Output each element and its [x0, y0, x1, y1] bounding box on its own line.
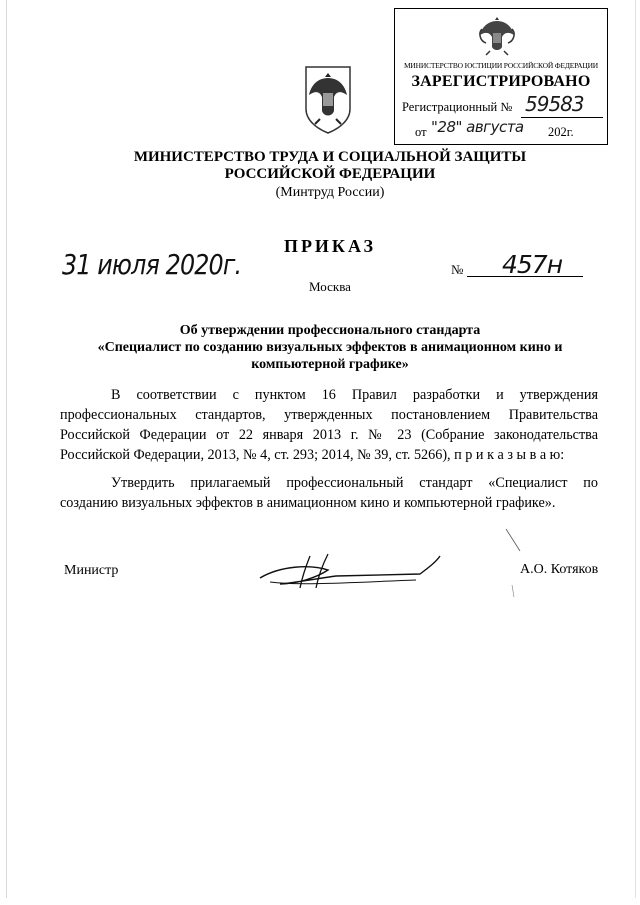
ministry-short-name: (Минтруд России): [275, 185, 385, 200]
order-subject: [70, 322, 590, 373]
stamp-eagle-icon: [476, 13, 518, 57]
subject-line3: компьютерной графике»: [251, 357, 409, 372]
stamp-ministry: МИНИСТЕРСТВО ЮСТИЦИИ РОССИЙСКОЙ ФЕДЕРАЦИИ: [403, 61, 599, 70]
order-number: 457н: [502, 250, 563, 279]
ministry-name-line1: МИНИСТЕРСТВО ТРУДА И СОЦИАЛЬНОЙ ЗАЩИТЫ: [133, 149, 527, 165]
stamp-year: 202г.: [548, 125, 574, 139]
stamp-date-prefix: от: [415, 125, 427, 139]
stamp-reg-number: 59583: [525, 92, 584, 116]
stamp-status: ЗАРЕГИСТРИРОВАНО: [411, 73, 591, 90]
body-paragraph-2: Утвердить прилагаемый профессиональный стандарт «Специалист по созданию визуальных эффектов в анимационном кино и компьютерной графике».: [60, 475, 598, 511]
subject-line1: Об утверждении профессионального стандарта: [179, 323, 481, 338]
registration-stamp: [394, 8, 608, 145]
stamp-date: "28" августа: [431, 118, 524, 136]
stray-pen-mark: [500, 525, 530, 615]
signatory-title: Министр: [64, 563, 119, 578]
document-type: ПРИКАЗ: [283, 236, 377, 256]
stamp-reg-underline: [521, 117, 603, 118]
ministry-name-line2: РОССИЙСКОЙ ФЕДЕРАЦИИ: [224, 166, 436, 182]
handwritten-signature: [240, 548, 450, 594]
order-number-underline: [467, 276, 583, 277]
stamp-reg-label: Регистрационный №: [402, 100, 513, 114]
city: Москва: [309, 279, 351, 294]
subject-line2: «Специалист по созданию визуальных эффектов в анимационном кино и: [97, 340, 563, 355]
order-date: 31 июля 2020г.: [62, 248, 242, 281]
coat-of-arms-icon: [302, 63, 354, 135]
signatory-name: А.О. Котяков: [520, 562, 599, 577]
body-paragraph-1: В соответствии с пунктом 16 Правил разработки и утверждения профессиональных стандартов, утвержденных постановлением Правительства Российской Федерации от 22 января 2013 г. № 23 (Собрание законодательства Российской Федерации, 2013, № 4, ст. 293; 2014, № 39, ст. 5266), п р и к а з ы в а ю:: [60, 387, 598, 463]
ministry-name: [100, 149, 560, 183]
order-number-label: №: [451, 262, 464, 277]
